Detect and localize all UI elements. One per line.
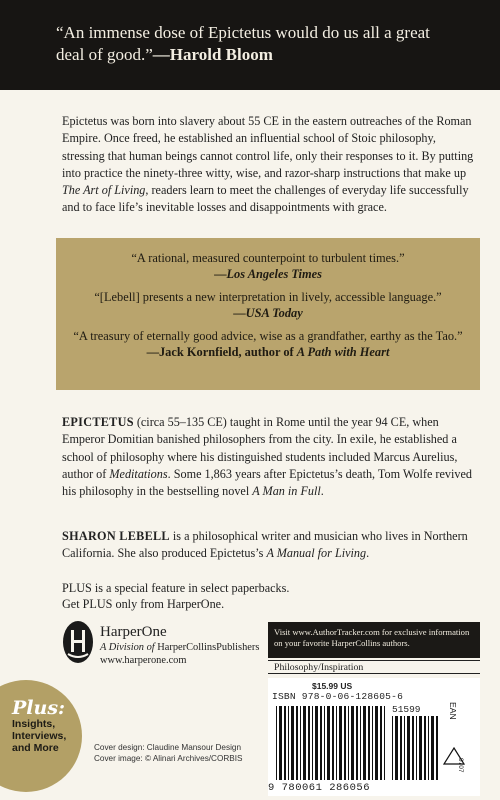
publisher-division <box>100 641 280 654</box>
barcode-bar <box>312 706 313 780</box>
plus-badge-line: Interviews, <box>12 730 67 742</box>
barcode-bar <box>300 706 301 780</box>
bio-name: EPICTETUS <box>62 415 134 429</box>
header-attribution: —Harold Bloom <box>152 45 273 64</box>
barcode-bar <box>384 706 385 780</box>
review-quote-3 <box>62 328 474 360</box>
review-quote-1 <box>62 250 474 282</box>
header-quote-banner <box>0 0 500 90</box>
source-dash: —Jack Kornfield, author of <box>146 345 297 359</box>
source-dash: — <box>233 306 246 320</box>
barcode-bar <box>416 716 417 780</box>
harperone-logo-icon <box>62 620 94 664</box>
barcode-bar <box>296 706 298 780</box>
credit-design: Cover design: Claudine Mansour Design <box>94 743 241 752</box>
barcode-bar <box>351 706 354 780</box>
product-code: 9707 <box>457 758 464 773</box>
barcode-bar <box>276 706 277 780</box>
barcode-icon <box>268 678 480 796</box>
addon-digits: 51599 <box>392 704 421 715</box>
review-quote-source <box>62 344 474 360</box>
bio-text: (circa 55–135 CE) taught in Rome until the year 94 CE, when Emperor Domitian banished philosophers from the city. In exile, he established a school of philosophy where his distinguished students included Marcus Aurelius, author of <box>62 415 458 481</box>
book-description <box>62 113 480 217</box>
barcode-bar <box>380 706 382 780</box>
barcode-bar <box>400 716 402 780</box>
bio-text: . <box>320 484 324 499</box>
barcode-bar <box>428 716 429 780</box>
description-text-1: Epictetus was born into slavery about 55 CE in the eastern outreaches of the Roman Empire. Once freed, he established an influential school of Stoic philosophy, stressing that human beings cannot control life, only their responses to it. By putting into practice the ninety-three witty, wise, and razor-sharp instructions that make up <box>62 114 474 180</box>
barcode-bar <box>284 706 286 780</box>
barcode-bar <box>372 706 373 780</box>
barcode-bar <box>395 716 398 780</box>
barcode-bar <box>360 706 361 780</box>
plus-badge-line: and More <box>12 742 59 754</box>
plus-note-line: PLUS is a special feature in select paperbacks. <box>62 581 290 595</box>
source-name: A Path with Heart <box>296 345 390 359</box>
barcode-bar <box>436 716 438 780</box>
barcode-bar <box>332 706 334 780</box>
barcode-bar <box>291 706 294 780</box>
barcode-bar <box>431 716 434 780</box>
barcode-bar <box>368 706 370 780</box>
review-quote-text: “A treasury of eternally good advice, wise as a grandfather, earthy as the Tao.” <box>73 329 463 343</box>
price: $15.99 US <box>312 681 353 691</box>
author-bio-epictetus <box>62 414 480 500</box>
division-prefix: A Division of <box>100 642 158 653</box>
barcode-bar <box>303 706 306 780</box>
review-quote-text: “[Lebell] presents a new interpretation in lively, accessible language.” <box>94 290 442 304</box>
barcode-area <box>268 678 480 796</box>
barcode-bar <box>336 706 337 780</box>
publisher-url: www.harperone.com <box>100 655 187 666</box>
plus-badge-line: Insights, <box>12 718 56 730</box>
source-dash: — <box>214 267 227 281</box>
plus-note <box>62 580 322 612</box>
barcode-bar <box>424 716 426 780</box>
barcode-bar <box>356 706 358 780</box>
bio-text: . Some 1,863 years after Epictetus’s death, Tom Wolfe revived his philosophy in the bestselling novel <box>62 466 472 499</box>
review-quotes-box <box>56 238 480 390</box>
barcode-bar <box>320 706 322 780</box>
header-quote: “An immense dose of Epictetus would do us all a great deal of good.” <box>56 23 430 64</box>
barcode-bar <box>344 706 346 780</box>
barcode-digits: 9 780061 286056 <box>268 782 371 794</box>
barcode-bar <box>375 706 378 780</box>
description-text-2: , readers learn to meet the challenges of everyday life successfully and to face life’s inevitable losses and disappointments with grace. <box>62 183 469 215</box>
ean-label: EAN <box>448 702 458 720</box>
description-book-title: The Art of Living <box>62 183 146 198</box>
review-quote-2 <box>62 289 474 321</box>
barcode-bar <box>279 706 282 780</box>
review-quote-source <box>62 305 474 321</box>
category-label: Philosophy/Inspiration <box>268 660 480 674</box>
source-name: Los Angeles Times <box>226 267 322 281</box>
publisher-text <box>100 624 280 667</box>
bio-book-title: A Manual for Living <box>266 546 367 561</box>
barcode-bar <box>308 706 310 780</box>
barcode-bar <box>412 716 414 780</box>
barcode-bar <box>339 706 342 780</box>
bio-name: SHARON LEBELL <box>62 529 170 543</box>
barcode-bar <box>419 716 422 780</box>
barcode-bar <box>404 716 405 780</box>
publisher-name: HarperOne <box>100 624 167 640</box>
publisher-block <box>62 620 282 680</box>
barcode-bar <box>392 716 393 780</box>
author-bio-lebell <box>62 528 480 563</box>
cover-credits <box>94 742 294 764</box>
bio-text: . <box>366 546 370 561</box>
plus-badge-title: Plus: <box>12 697 66 719</box>
barcode-bar <box>348 706 349 780</box>
barcode-bar <box>407 716 410 780</box>
barcode-bar <box>324 706 325 780</box>
barcode-bar <box>363 706 366 780</box>
bio-text: is a philosophical writer and musician who lives in Northern California. She also produced Epictetus’s <box>62 529 468 561</box>
author-tracker-note: Visit www.AuthorTracker.com for exclusive information on your favorite HarperCollins authors. <box>268 622 480 658</box>
barcode-bar <box>327 706 330 780</box>
source-name: USA Today <box>245 306 303 320</box>
plus-badge <box>0 680 82 792</box>
review-quote-text: “A rational, measured counterpoint to turbulent times.” <box>131 251 405 265</box>
bio-book-title: Meditations <box>109 466 168 481</box>
barcode-bar <box>288 706 289 780</box>
isbn: ISBN 978-0-06-128605-6 <box>272 691 404 702</box>
bio-book-title: A Man in Full <box>252 484 321 499</box>
barcode-bar <box>315 706 318 780</box>
plus-note-line: Get PLUS only from HarperOne. <box>62 597 225 611</box>
credit-image: Cover image: © Alinari Archives/CORBIS <box>94 754 243 763</box>
review-quote-source <box>62 266 474 282</box>
division-name: HarperCollinsPublishers <box>157 642 260 653</box>
